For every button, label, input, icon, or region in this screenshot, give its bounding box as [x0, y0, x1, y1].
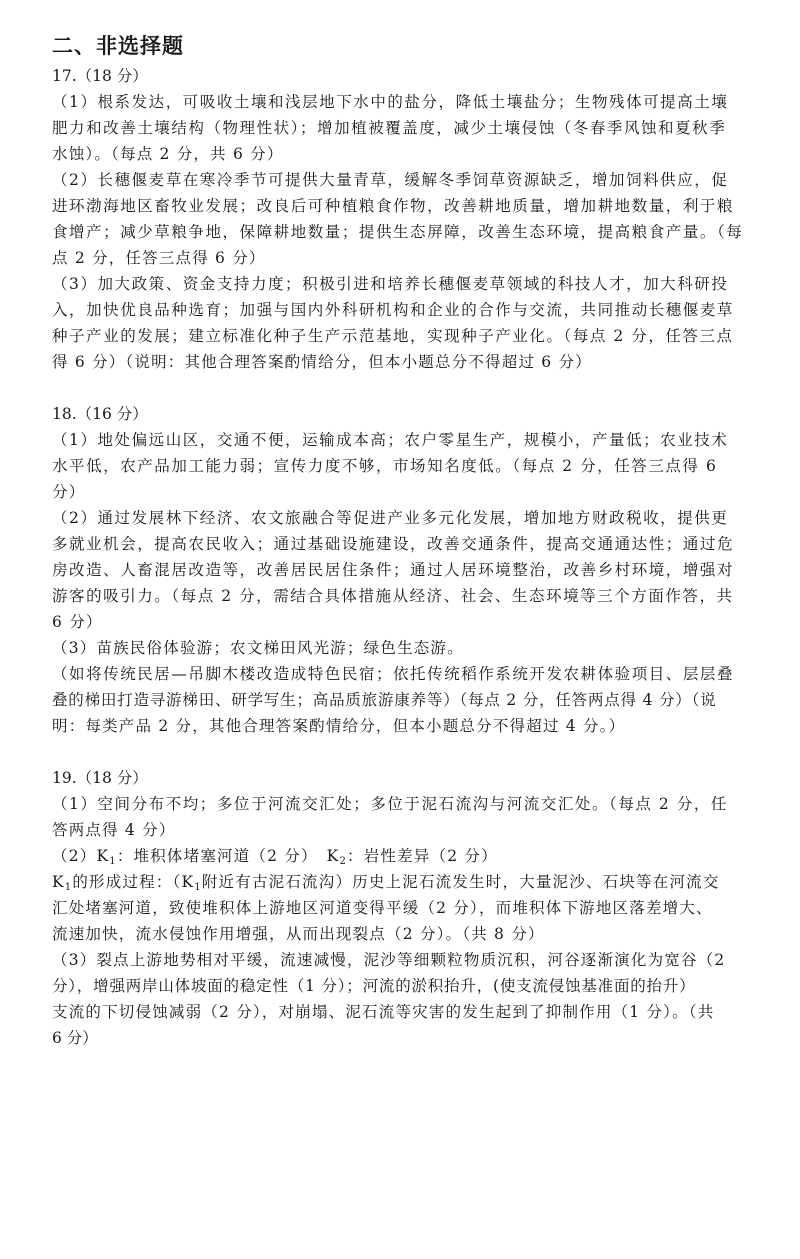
- q17-p3-line3: 种子产业的发展；建立标准化种子生产示范基地，实现种子产业化。（每点 2 分，任答三点: [52, 327, 734, 345]
- q17-p2-line1: （2）长穗偃麦草在寒冷季节可提供大量青草，缓解冬季饲草资源缺乏，增加饲料供应，促: [52, 171, 729, 189]
- q19-p3-line3: 支流的下切侵蚀减弱（2 分），对崩塌、泥石流等灾害的发生起到了抑制作用（1 分）。（共: [52, 1003, 715, 1021]
- q17-p2-line4: 点 2 分，任答三点得 6 分）: [52, 249, 266, 267]
- q19-p1-line1: （1）空间分布不均；多位于河流交汇处；多位于泥石流沟与河流交汇处。（每点 2 分，任: [52, 795, 728, 813]
- q19-p2-k1-sub-b: 1: [194, 882, 202, 893]
- q19-p2-k2-text: ：岩性差异（2 分）: [347, 847, 498, 865]
- q19-p2-k2-sub: 2: [339, 856, 347, 867]
- q17-p1-line1: （1）根系发达，可吸收土壤和浅层地下水中的盐分，降低土壤盐分；生物残体可提高土壤: [52, 93, 729, 111]
- q18-p3-line3: 叠的梯田打造寻游梯田、研学写生；高品质旅游康养等）（每点 2 分，任答两点得 4 分）（说: [52, 691, 717, 709]
- q19-p2-k1-label: （2）K: [52, 847, 110, 865]
- q18-header: 18.（16 分）: [52, 405, 148, 423]
- q18-p2-line2: 多就业机会，提高农民收入；通过基础设施建设，改善交通条件，提高交通通达性；通过危: [52, 535, 735, 553]
- q17-header: 17.（18 分）: [52, 67, 148, 85]
- q19-p2-line2: [52, 872, 720, 898]
- q18-p2-line4: 游客的吸引力。（每点 2 分，需结合具体措施从经济、社会、生态环境等三个方面作答，共: [52, 587, 734, 605]
- q19-p2-k2-label: ：堆积体堵塞河道（2 分） K: [116, 847, 340, 865]
- q18-p1-line1: （1）地处偏远山区，交通不便，运输成本高；农户零星生产，规模小，产量低；农业技术: [52, 431, 729, 449]
- q17-p2-line3: 食增产；减少草粮争地，保障耕地数量；提供生态屏障，改善生态环境，提高粮食产量。（每: [52, 223, 744, 241]
- q18-p2-line3: 房改造、人畜混居改造等，改善居民居住条件；通过人居环境整治，改善乡村环境，增强对: [52, 561, 735, 579]
- q19-p2-k1-sub: 1: [109, 856, 117, 867]
- q18-p3-line1: （3）苗族民俗体验游；农文梯田风光游；绿色生态游。: [52, 639, 464, 657]
- q18-p2-line5: 6 分）: [52, 613, 103, 631]
- q18-p1-line3: 分）: [52, 483, 86, 501]
- q19-p2-line1: [52, 846, 498, 872]
- q17-p3-line1: （3）加大政策、资金支持力度；积极引进和培养长穗偃麦草领域的科技人才，加大科研投: [52, 275, 729, 293]
- q19-p2-k1-sub-a: 1: [64, 882, 73, 893]
- q17-p2-line2: 进环渤海地区畜牧业发展；改良后可种植粮食作物，改善耕地质量，增加耕地数量，利于粮: [52, 197, 735, 215]
- q19-p2-k1-b: 的形成过程：（K: [72, 873, 195, 891]
- q18-p3-line4: 明：每类产品 2 分，其他合理答案酌情给分，但本小题总分不得超过 4 分。）: [52, 717, 626, 735]
- q17-p1-line2: 肥力和改善土壤结构（物理性状）；增加植被覆盖度，减少土壤侵蚀（冬春季风蚀和夏秋季: [52, 119, 727, 137]
- section-title: 二、非选择题: [52, 34, 184, 58]
- q17-p3-line4: 得 6 分）（说明：其他合理答案酌情给分，但本小题总分不得超过 6 分）: [52, 353, 592, 371]
- q19-p3-line4: 6 分）: [52, 1029, 98, 1047]
- q17-p3-line2: 入，加快优良品种选育；加强与国内外科研机构和企业的合作与交流，共同推动长穗偃麦草: [52, 301, 735, 319]
- q18-p1-line2: 水平低，农产品加工能力弱；宣传力度不够，市场知名度低。（每点 2 分，任答三点得 6: [52, 457, 718, 475]
- q17-p1-line3: 水蚀）。（每点 2 分，共 6 分）: [52, 145, 284, 163]
- q19-p3-line2: 分），增强两岸山体坡面的稳定性（1 分）；河流的淤积抬升，(使支流侵蚀基准面的抬升）: [52, 977, 696, 995]
- q19-header: 19.（18 分）: [52, 769, 148, 787]
- q19-p2-line3: 汇处堵塞河道，致使堆积体上游地区河道变得平缓（2 分），而堆积体下游地区落差增大、: [52, 899, 713, 917]
- q18-p3-line2: （如将传统民居—吊脚木楼改造成特色民宿；依托传统稻作系统开发农耕体验项目、层层叠: [52, 665, 735, 683]
- q19-p1-line2: 答两点得 4 分）: [52, 821, 176, 839]
- q19-p2-line4: 流速加快，流水侵蚀作用增强，从而出现裂点（2 分）。（共 8 分）: [52, 925, 545, 943]
- q19-p2-k1-a: K: [52, 873, 65, 891]
- q18-p2-line1: （2）通过发展林下经济、农文旅融合等促进产业多元化发展，增加地方财政税收，提供更: [52, 509, 729, 527]
- q19-p2-k1-c: 附近有古泥石流沟）历史上泥石流发生时，大量泥沙、石块等在河流交: [201, 873, 720, 891]
- q19-p3-line1: （3）裂点上游地势相对平缓，流速减慢，泥沙等细颗粒物质沉积，河谷逐渐演化为宽谷（2: [52, 951, 726, 969]
